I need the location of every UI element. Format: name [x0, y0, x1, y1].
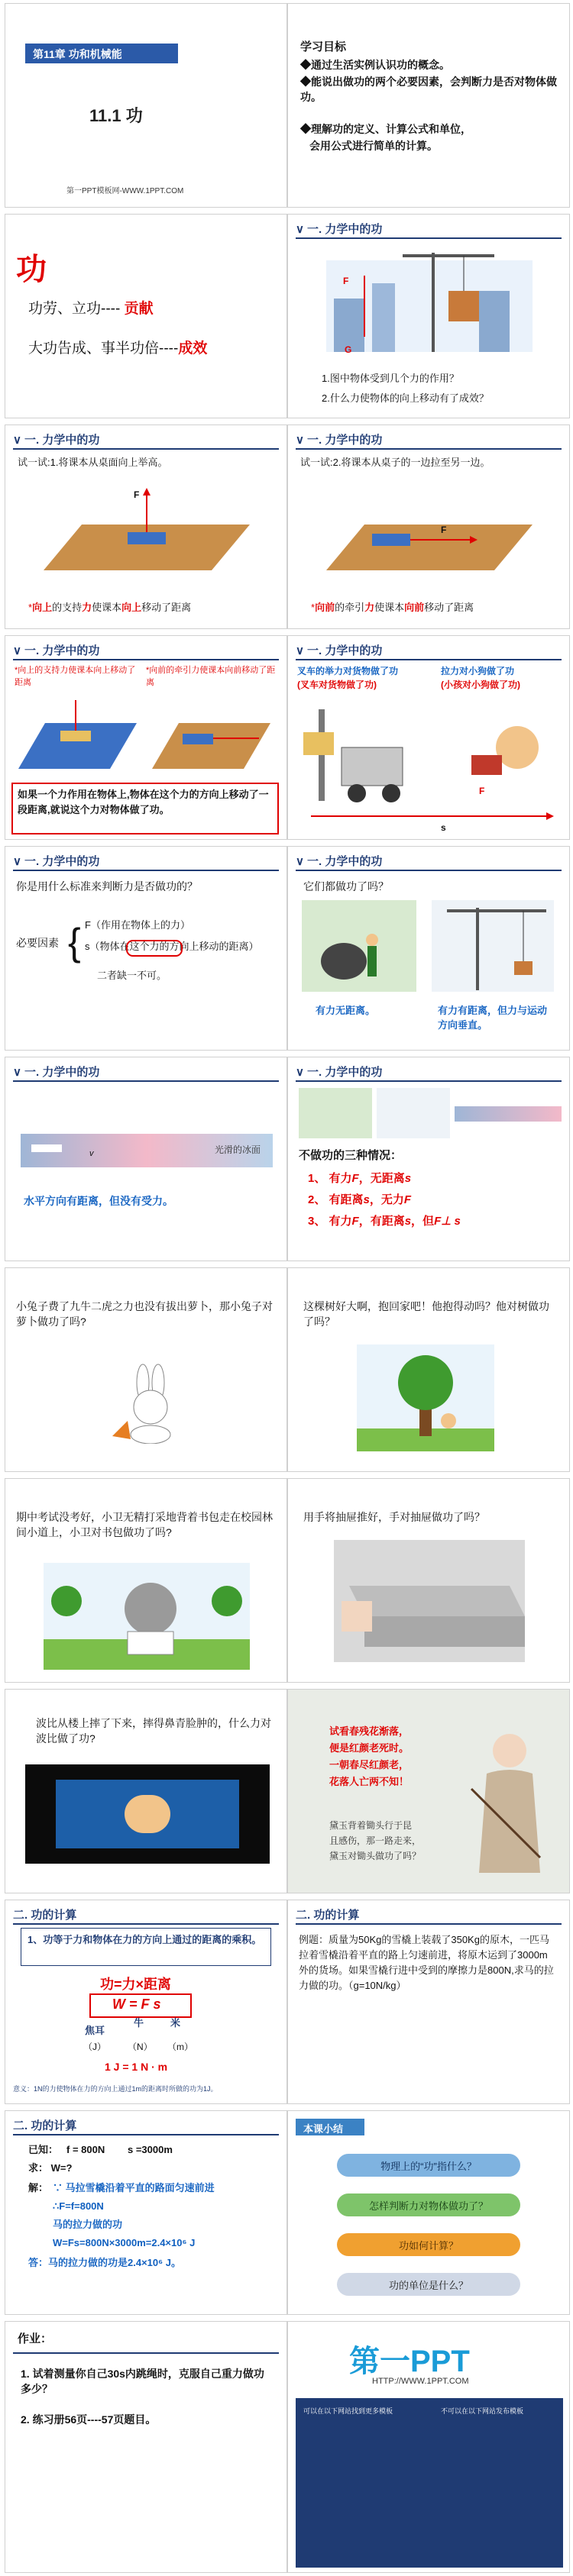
slide-fall	[5, 1689, 287, 1893]
solution-label: 解：	[28, 2182, 49, 2193]
formula-box	[89, 1993, 192, 2018]
goals-heading: 学习目标	[300, 40, 347, 53]
summary-item-1-text: 物理上的“功”指什么？	[380, 2161, 477, 2172]
credits-col-2: 不可以在以下网站发布模板	[441, 2407, 524, 2415]
poem-4: 花落人亡两不知！	[329, 1776, 410, 1787]
formula-symbol: W = F s	[112, 1997, 161, 2012]
slide-example	[287, 1900, 570, 2104]
force-label-F: F	[441, 525, 447, 535]
daiyu-q-1: 黛玉背着锄头行于昆	[329, 1820, 413, 1831]
known-label: 已知：	[28, 2144, 59, 2155]
summary-item-3-text: 功如何计算？	[398, 2240, 458, 2252]
section-heading	[13, 642, 99, 658]
ans-forward-2: 向前	[404, 602, 425, 613]
push-rock-image	[302, 900, 416, 992]
case-3	[308, 1213, 461, 1230]
solution-answer: 答：马的拉力做的功是2.4×10⁶ J。	[28, 2257, 181, 2268]
answer-line	[28, 601, 191, 615]
example-text-3: (叉车对货物做了功)	[297, 680, 377, 690]
puck	[31, 1144, 62, 1152]
case-2-s: s	[363, 1193, 370, 1206]
summary-item-2	[337, 2193, 520, 2216]
solution-2: ∴F=f=800N	[53, 2200, 104, 2212]
line2-answer: 成效	[178, 341, 208, 357]
case-3-perp: F⊥ s	[434, 1215, 461, 1228]
daiyu-q-2: 且感伤，那一路走来，	[329, 1835, 422, 1846]
crane-city-illustration	[319, 245, 540, 360]
section-heading-text: 一. 力学中的功	[24, 855, 100, 868]
goal-2: ◆能说出做功的两个必要因素，会判断力是否对物体做功。	[300, 76, 557, 104]
rabbit-text: 小兔子费了九牛二虎之力也没有拔出萝卜，那小兔子对萝卜做功了吗?	[16, 1300, 273, 1328]
section-heading	[13, 1064, 99, 1080]
section-divider	[13, 2352, 279, 2354]
definition-text: 如果一个力作用在物体上,物体在这个力的方向上移动了一段距离,就说这个力对物体做了功。	[18, 789, 269, 815]
meaning-note: 意义：1N的力使物体在力的方向上通过1m的距离时所做的功为1J。	[13, 2085, 218, 2093]
slide-goals	[287, 3, 570, 208]
slide-definition	[5, 635, 287, 840]
section-heading-text: 一. 力学中的功	[306, 644, 383, 657]
section-heading	[296, 221, 382, 237]
slide-try-1	[5, 424, 287, 629]
answer-line	[311, 601, 474, 615]
homework-title: 作业：	[18, 2332, 53, 2345]
section-heading	[296, 431, 382, 447]
chevron-icon: ∨	[13, 644, 21, 657]
slide-summary	[287, 2110, 570, 2315]
character	[125, 1795, 170, 1833]
formula-words: 功=力×距离	[100, 1977, 172, 1992]
ans-book: 使课本	[92, 602, 122, 613]
definition-text: 1、功等于力和物体在力的方向上通过的距离的乘积。	[28, 1934, 262, 1945]
section-heading-text: 一. 力学中的功	[24, 644, 100, 657]
homework-1: 1. 试着测量你自己30s内跳绳时，克服自己重力做功多少？	[21, 2368, 264, 2396]
ice-surface	[21, 1134, 273, 1167]
try-text: 试一试:1.将课本从桌面向上举高。	[18, 457, 168, 468]
slide-tree	[287, 1267, 570, 1472]
try-text: 试一试:2.将课本从桌子的一边拉至另一边。	[300, 457, 490, 468]
chevron-icon: ∨	[13, 855, 21, 868]
ice-label: 光滑的冰面	[214, 1144, 261, 1155]
example-text-2: 拉力对小狗做了功	[441, 666, 515, 676]
section-divider	[296, 448, 562, 450]
definition-box	[11, 783, 279, 834]
example-text-1: 叉车的举力对货物做了功	[297, 666, 399, 676]
section-heading-text: 一. 力学中的功	[24, 1066, 100, 1079]
known-f: f = 800N	[66, 2144, 105, 2155]
case-1-c: ，无距离	[358, 1172, 405, 1185]
credits-col-1: 可以在以下网站找到更多模板	[303, 2407, 393, 2415]
section-heading	[13, 431, 99, 447]
unit-newton: 牛	[134, 2017, 144, 2029]
case-2	[308, 1192, 411, 1209]
section-heading-2-text: 二. 功的计算	[13, 2119, 77, 2132]
unit-N: （N）	[128, 2042, 153, 2052]
slide-homework	[5, 2321, 287, 2573]
ans-book: 使课本	[374, 602, 405, 613]
factor-s-highlight	[126, 940, 183, 957]
ans-force: 力	[82, 602, 92, 613]
slide-daiyu	[287, 1689, 570, 1893]
ans-moved: 移动了距离	[141, 602, 192, 613]
unit-meter: 米	[170, 2017, 181, 2029]
criteria-left: 必要因素	[16, 937, 59, 949]
section-divider	[296, 1080, 562, 1082]
velocity-label: v	[89, 1149, 94, 1158]
no-work-title: 不做功的三种情况：	[299, 1149, 403, 1162]
known-s: s =3000m	[128, 2144, 173, 2155]
schoolbag-text: 期中考试没考好，小卫无精打采地背着书包走在校园林间小道上，小卫对书包做功了吗?	[16, 1511, 273, 1539]
chapter-bar	[25, 44, 178, 63]
summary-item-3	[337, 2233, 520, 2256]
section-divider	[296, 870, 562, 871]
chevron-icon: ∨	[13, 1066, 21, 1079]
section-heading-2-text: 二. 功的计算	[296, 1909, 360, 1922]
daiyu-q-3: 黛玉对锄头做功了吗？	[329, 1851, 422, 1861]
tree-text: 这棵树好大啊，抱回家吧！他抱得动吗？他对树做功了吗？	[303, 1300, 549, 1328]
section-divider	[296, 237, 562, 239]
slide-title-text: 11.1 功	[89, 106, 143, 125]
definition-box	[21, 1928, 271, 1966]
example-text-4: (小孩对小狗做了功)	[441, 680, 520, 690]
section-heading-text: 一. 力学中的功	[306, 1066, 383, 1079]
slide-title	[5, 3, 287, 208]
line1-text: 功劳、立功----	[28, 301, 121, 317]
poem-1: 试看春残花渐落，	[329, 1725, 410, 1737]
slide-try-2	[287, 424, 570, 629]
recap-2: *向前的牵引力使课本向前移动了距离	[146, 666, 276, 687]
section-divider	[13, 2134, 279, 2135]
crane-image	[432, 900, 554, 992]
ans-forward: 向前	[315, 602, 335, 613]
thumb-1	[299, 1088, 372, 1138]
case-2-c: ，无力	[369, 1193, 404, 1206]
daiyu-illustration	[456, 1712, 555, 1880]
slide-lift-crane	[287, 214, 570, 418]
slide-criteria	[5, 846, 287, 1051]
case-2-F: F	[403, 1193, 412, 1206]
slide-ice	[5, 1057, 287, 1261]
factor-F: F（作用在物体上的力）	[85, 919, 190, 931]
ans-star: *	[311, 602, 316, 613]
goal-1: ◆通过生活实例认识功的概念。	[300, 59, 450, 71]
recap-1: *向上的支持力使课本向上移动了距离	[15, 666, 136, 687]
ans-pull: 的牵引	[335, 602, 365, 613]
section-divider	[13, 870, 279, 871]
force-label-F: F	[479, 786, 485, 796]
ans-star: *	[28, 602, 33, 613]
section-divider	[13, 659, 279, 660]
forklift-dog-illustration	[296, 702, 563, 831]
unit-joule: 焦耳	[85, 2025, 105, 2036]
case-3-e: ，但	[411, 1215, 435, 1228]
brand-url: HTTP://WWW.1PPT.COM	[372, 2377, 469, 2386]
section-heading-text: 一. 力学中的功	[306, 223, 383, 236]
section-heading	[296, 853, 382, 869]
section-heading-2-text: 二. 功的计算	[13, 1909, 77, 1922]
section-divider	[296, 659, 562, 660]
force-label-F: F	[134, 489, 140, 500]
seek: 求： W=?	[28, 2162, 73, 2174]
case-1-F: F	[351, 1172, 359, 1185]
solution-3: 马的拉力做的功	[53, 2219, 123, 2230]
section-heading-2	[13, 1906, 76, 1922]
slide-formula	[5, 1900, 287, 2104]
summary-item-4-text: 功的单位是什么？	[388, 2280, 468, 2291]
case-1	[308, 1170, 411, 1187]
slide-schoolbag	[5, 1478, 287, 1683]
gong-line-2	[28, 338, 207, 360]
brand-logo: 第一PPT	[349, 2345, 470, 2378]
caption-perpendicular: 有力有距离，但力与运动方向垂直。	[438, 1005, 548, 1031]
question-2: 2.什么力使物体的向上移动有了成效？	[322, 392, 489, 404]
unit-m: （m）	[167, 2042, 193, 2052]
factor-s: s（物体在这个力的方向上移动的距离）	[85, 941, 259, 952]
section-heading	[296, 642, 382, 658]
chevron-icon: ∨	[296, 644, 304, 657]
factor-both: 二者缺一不可。	[97, 970, 167, 981]
case-3-s: s	[404, 1215, 412, 1228]
distance-label-s: s	[441, 822, 446, 833]
case-3-F: F	[351, 1215, 359, 1228]
homework-2: 2. 练习册56页----57页题目。	[21, 2413, 157, 2426]
case-3-c: ，有距离	[358, 1215, 405, 1228]
ans-support: 的支持	[52, 602, 83, 613]
book-pull-illustration	[319, 486, 540, 586]
section-heading-2	[13, 2117, 76, 2133]
brace: {	[68, 921, 81, 964]
solution-4: W=Fs=800N×3000m=2.4×10⁶ J	[53, 2237, 196, 2248]
slide-credits	[287, 2321, 570, 2573]
section-divider	[13, 1923, 279, 1925]
summary-item-1	[337, 2154, 520, 2177]
summary-tag	[296, 2119, 364, 2135]
chevron-icon: ∨	[296, 434, 304, 447]
poem-2: 便是红颜老死时。	[329, 1742, 410, 1754]
ans-moved: 移动了距离	[424, 602, 474, 613]
fall-text: 波比从楼上摔了下来，摔得鼻青脸肿的，什么力对波比做了功?	[36, 1717, 271, 1745]
slide-rabbit	[5, 1267, 287, 1472]
section-heading	[296, 1064, 382, 1080]
poem-3: 一朝春尽红颜老，	[329, 1759, 410, 1771]
thumb-3	[455, 1106, 562, 1122]
chapter-label: 第11章 功和机械能	[33, 48, 122, 60]
criteria-question: 你是用什么标准来判断力是否做功的？	[16, 880, 198, 893]
slide-did-work	[287, 846, 570, 1051]
case-1-a: 1、 有力	[308, 1172, 352, 1185]
chevron-icon: ∨	[296, 1066, 304, 1079]
case-2-a: 2、 有距离	[308, 1193, 364, 1206]
chevron-icon: ∨	[296, 855, 304, 868]
line1-answer: 贡献	[124, 301, 154, 317]
section-heading-2	[296, 1906, 359, 1922]
slide-drawer	[287, 1478, 570, 1683]
did-work-question: 它们都做功了吗？	[303, 880, 389, 893]
section-heading-text: 一. 力学中的功	[306, 855, 383, 868]
force-label-F: F	[343, 276, 349, 286]
slide-solution	[5, 2110, 287, 2315]
section-divider	[296, 1923, 562, 1925]
schoolbag-illustration	[44, 1563, 250, 1670]
book-lift-illustration	[36, 479, 257, 586]
case-3-a: 3、 有力	[308, 1215, 352, 1228]
slide-gong	[5, 214, 287, 418]
section-heading-text: 一. 力学中的功	[306, 434, 383, 447]
example-problem: 例题：质量为50Kg的雪橇上装载了350Kg的原木，一匹马拉着雪橇沿着平直的路上匀速前进，将原木运到了3000m外的货场。如果雪橇行进中受到的摩擦力是800N,求马的拉力做的功。（g=10N/kg）	[299, 1934, 554, 1992]
section-heading	[13, 853, 99, 869]
section-divider	[13, 448, 279, 450]
summary-item-2-text: 怎样判断力对物体做功了？	[368, 2200, 488, 2212]
summary-item-4	[337, 2273, 520, 2296]
case-1-s: s	[404, 1172, 412, 1185]
drawer-text: 用手将抽屉推好，手对抽屉做功了吗？	[303, 1511, 485, 1523]
solution-1: ∵ 马拉雪橇沿着平直的路面匀速前进	[53, 2182, 215, 2193]
drawer-illustration	[334, 1540, 525, 1662]
gong-line-1	[28, 299, 154, 320]
ans-up-2: 向上	[121, 602, 142, 613]
thumb-2	[377, 1088, 450, 1138]
goal-4: 会用公式进行简单的计算。	[309, 140, 438, 152]
footer-url: 第一PPT模板网-WWW.1PPT.COM	[66, 187, 184, 195]
caption-no-distance: 有力无距离。	[316, 1005, 376, 1016]
ans-force: 力	[364, 602, 375, 613]
section-heading-text: 一. 力学中的功	[24, 434, 100, 447]
force-label-G: G	[345, 344, 352, 355]
big-gong: 功	[16, 253, 47, 286]
question-1: 1.图中物体受到几个力的作用？	[322, 373, 459, 384]
chevron-icon: ∨	[13, 434, 21, 447]
tree-illustration	[357, 1344, 494, 1451]
slide-examples	[287, 635, 570, 840]
ans-up: 向上	[32, 602, 53, 613]
line2-text: 大功告成、事半功倍----	[28, 341, 179, 357]
credits-panel	[296, 2398, 563, 2568]
unit-J: （J）	[83, 2042, 107, 2052]
fall-image	[25, 1764, 270, 1864]
summary-tag-text: 本课小结	[303, 2123, 344, 2135]
section-divider	[13, 1080, 279, 1082]
chevron-icon: ∨	[296, 223, 304, 236]
slide-no-work	[287, 1057, 570, 1261]
joule-def: 1 J = 1 N · m	[105, 2061, 168, 2073]
rabbit-illustration	[105, 1360, 196, 1444]
ice-answer: 水平方向有距离，但没有受力。	[24, 1195, 173, 1207]
books-illustration	[15, 692, 274, 776]
goal-3: ◆理解功的定义、计算公式和单位，	[300, 123, 471, 135]
